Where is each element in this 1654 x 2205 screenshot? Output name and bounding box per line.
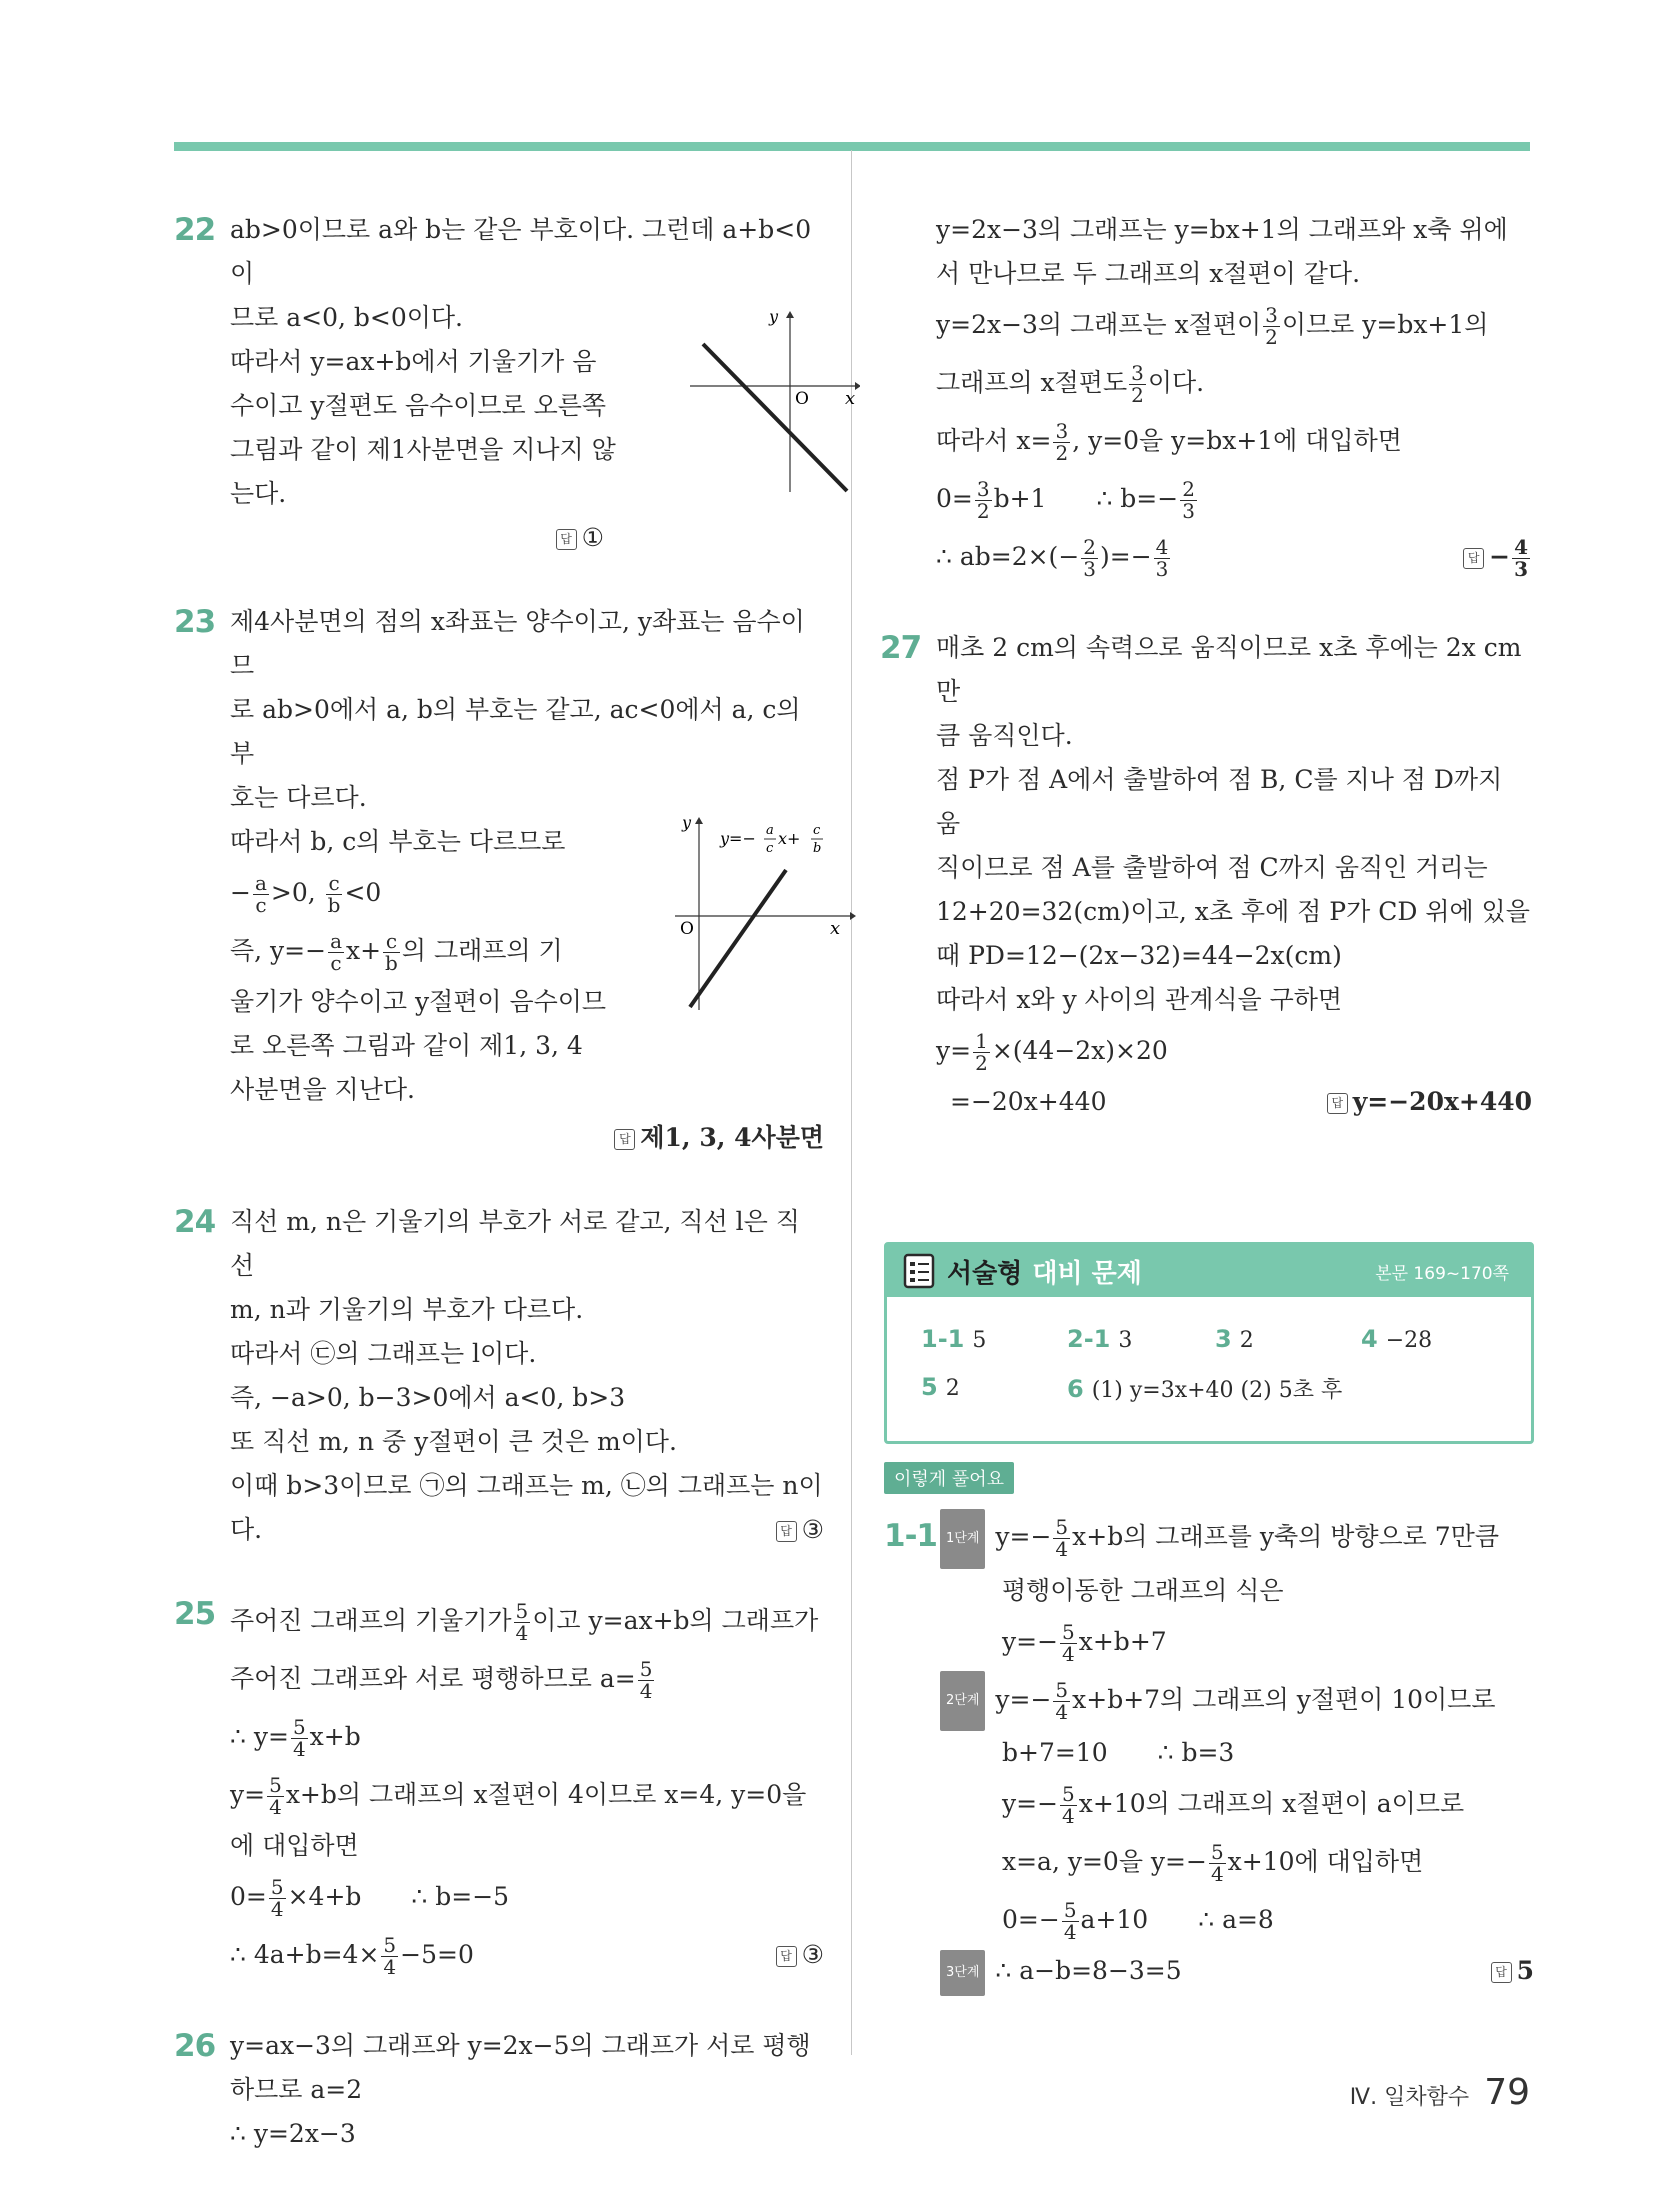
text-line: 12+20=32(cm)이고, x초 후에 점 P가 CD 위에 있을 [936, 897, 1530, 926]
math-text: <0 [344, 878, 382, 907]
problem-27 [880, 626, 1532, 1124]
text-line: 제4사분면의 점의 x좌표는 양수이고, y좌표는 음수이므 [230, 607, 805, 680]
math-text: ×(44−2x)×20 [991, 1036, 1168, 1065]
answer-mark-icon: 답 [776, 1521, 797, 1542]
line-eq-frac-den: c [766, 841, 774, 856]
math-text: 0= [230, 1882, 267, 1911]
y-axis-label: y [682, 813, 692, 832]
math-text: y=− [995, 1522, 1052, 1551]
problem-number: 25 [174, 1596, 216, 1632]
math-text: y=− [995, 1684, 1052, 1714]
step-badge: 3단계 [940, 1950, 985, 1996]
answer-line [1327, 1080, 1532, 1124]
answer-item: 4 −28 [1361, 1325, 1433, 1353]
box-subtitle: 대비 문제 [1032, 1258, 1142, 1289]
math-text: x+10의 그래프의 x절편이 a이므로 [1078, 1789, 1465, 1818]
fraction: $\frac{5}{4}$ [1210, 1840, 1224, 1886]
math-text: x+10에 대입하면 [1227, 1847, 1424, 1876]
text-line: 에 대입하면 [230, 1831, 359, 1860]
fraction: $\frac{a}{c}$ [330, 929, 342, 975]
math-text: ×4+b [287, 1882, 362, 1911]
graph-22 [685, 306, 860, 494]
line-eq-part: y=− [720, 829, 756, 848]
text-line: 따라서 b, c의 부호는 다르므로 [230, 827, 566, 856]
math-text: 이다. [1147, 368, 1205, 397]
math-line [230, 1592, 824, 1650]
solution-tag: 이렇게 풀어요 [884, 1462, 1014, 1494]
math-text: 이고 y=ax+b의 그래프가 [532, 1606, 819, 1635]
unit-label: Ⅳ. 일차함수 [1349, 2085, 1470, 2110]
fraction: $\frac{3}{2}$ [1131, 361, 1144, 407]
answer-line [776, 1926, 824, 1984]
fraction: $\frac{5}{4}$ [1062, 1782, 1075, 1828]
left-column [174, 208, 856, 2196]
problem-number: 24 [174, 1204, 216, 1240]
text-line: ab>0이므로 a와 b는 같은 부호이다. 그런데 a+b<0이 [230, 215, 812, 288]
problem-25 [174, 1592, 824, 1984]
box-answers [887, 1297, 1531, 1433]
problem-number: 23 [174, 604, 216, 640]
math-line [936, 470, 1532, 528]
text-line: 따라서 ㉢의 그래프는 l이다. [230, 1339, 537, 1368]
page-reference: 본문 169~170쪽 [1375, 1263, 1509, 1284]
line-eq-part: x+ [778, 829, 801, 848]
math-line [1002, 1613, 1534, 1671]
math-text: ∴ ab=2×(− [936, 542, 1080, 571]
x-axis-label: x [845, 388, 856, 409]
math-text: x=a, y=0을 y=− [1002, 1847, 1207, 1876]
math-text: 의 그래프의 기 [401, 936, 563, 965]
solution-1-1 [884, 1508, 1534, 1996]
fraction: $\frac{4}{3}$ [1514, 535, 1528, 581]
math-expr [230, 1926, 474, 1984]
text-line [230, 1508, 824, 1552]
origin-label: O [795, 389, 809, 409]
math-line [1002, 1833, 1534, 1891]
text-line: 평행이동한 그래프의 식은 [1002, 1575, 1284, 1605]
answer-line [230, 1116, 824, 1160]
math-text: a+10 [1080, 1905, 1149, 1934]
math-text: ∴ y= [230, 1722, 289, 1751]
math-line [230, 1650, 824, 1708]
math-text: 즉, y=− [230, 936, 327, 965]
math-line [1002, 1891, 1534, 1949]
answer-value: ③ [801, 1940, 824, 1969]
math-expr [936, 528, 1172, 586]
fraction: $\frac{5}{4}$ [270, 1875, 284, 1921]
math-text: y=− [1002, 1789, 1059, 1818]
fraction: $\frac{2}{3}$ [1182, 477, 1195, 523]
math-text: y=2x−3의 그래프는 x절편이 [936, 310, 1262, 339]
fraction: $\frac{5}{4}$ [383, 1933, 397, 1979]
answer-mark-icon: 답 [1327, 1093, 1348, 1114]
text-line: 호는 다르다. [230, 783, 367, 812]
line-eq-frac-num: a [766, 823, 774, 838]
answer-mark-icon: 답 [1463, 548, 1484, 569]
line-text: 다. [230, 1515, 263, 1544]
origin-label: O [680, 919, 694, 939]
text-line: 로 ab>0에서 a, b의 부호는 같고, ac<0에서 a, c의 부 [230, 695, 801, 768]
problem-number: 1-1 [884, 1518, 938, 1554]
problem-22 [174, 208, 856, 560]
x-axis-label: x [830, 918, 841, 939]
math-text: 따라서 x= [936, 426, 1052, 455]
text-line: 또 직선 m, n 중 y절편이 큰 것은 m이다. [230, 1427, 677, 1456]
math-line [230, 1868, 824, 1926]
math-text: )=− [1100, 542, 1152, 571]
math-text: ∴ a=8 [1198, 1905, 1274, 1934]
box-title: 서술형 [947, 1258, 1023, 1289]
answer-item: 3 2 [1215, 1325, 1254, 1353]
text-line: 점 P가 점 A에서 출발하여 점 B, C를 지나 점 D까지 움 [936, 765, 1503, 838]
problem-24 [174, 1200, 824, 1552]
text-line: 직이므로 점 A를 출발하여 점 C까지 움직인 거리는 [936, 853, 1488, 882]
problem-23 [174, 600, 841, 1160]
fraction: $\frac{5}{4}$ [1062, 1619, 1075, 1666]
answer-value: − [1489, 542, 1511, 571]
math-text: −5=0 [400, 1940, 474, 1969]
answer-mark-icon: 답 [776, 1946, 797, 1967]
worksheet-icon [903, 1253, 937, 1289]
math-text: 0= [936, 484, 973, 513]
text-line: 이때 b>3이므로 ㉠의 그래프는 m, ㉡의 그래프는 n이 [230, 1471, 823, 1500]
answer-value: ① [581, 523, 604, 552]
math-text: 그래프의 x절편도 [936, 368, 1128, 397]
fraction: $\frac{4}{3}$ [1155, 535, 1169, 581]
math-line [940, 1508, 1534, 1569]
text-line: 하므로 a=2 [230, 2075, 363, 2104]
page-number: 79 [1484, 2072, 1530, 2113]
problem-number: 27 [880, 630, 922, 666]
text-line: 매초 2 cm의 속력으로 움직이므로 x초 후에는 2x cm만 [936, 633, 1522, 706]
fraction: $\frac{1}{2}$ [975, 1029, 988, 1075]
math-text: x+b [309, 1722, 361, 1751]
answer-item: 2-1 3 [1067, 1325, 1133, 1353]
math-expr [884, 1949, 1182, 1996]
essay-prep-answer-box [884, 1242, 1534, 1444]
fraction: $\frac{a}{c}$ [254, 871, 267, 917]
math-line [936, 354, 1532, 412]
text-line: 큼 움직인다. [936, 721, 1073, 750]
text-line: ∴ y=2x−3 [230, 2119, 356, 2148]
answer-value: y=−20x+440 [1352, 1087, 1532, 1116]
answer-mark-icon: 답 [614, 1129, 635, 1150]
fraction: $\frac{c}{b}$ [327, 871, 341, 917]
answer-line [230, 516, 604, 560]
answer-mark-icon: 답 [556, 529, 577, 550]
math-text: x+b+7의 그래프의 y절편이 10이므로 [1072, 1684, 1496, 1714]
math-text: ∴ b=3 [1157, 1738, 1235, 1767]
math-text: x+b+7 [1078, 1626, 1167, 1656]
text-line: 즉, −a>0, b−3>0에서 a<0, b>3 [230, 1383, 626, 1412]
fraction: $\frac{2}{3}$ [1083, 535, 1096, 581]
math-text: ∴ b=−5 [411, 1882, 510, 1911]
y-axis-label: y [769, 307, 779, 326]
problem-26 [174, 2024, 824, 2156]
text-line: 울기가 양수이고 y절편이 음수이므 [230, 987, 607, 1016]
answer-line [1463, 528, 1532, 586]
text-line: 수이고 y절편도 음수이므로 오른쪽 [230, 391, 607, 420]
math-text: =−20x+440 [950, 1087, 1107, 1116]
answer-line [776, 1508, 824, 1552]
math-text: ∴ 4a+b=4× [230, 1940, 380, 1969]
math-line [936, 528, 1532, 586]
math-text: 0=− [1002, 1905, 1060, 1934]
text-line: 때 PD=12−(2x−32)=44−2x(cm) [936, 941, 1342, 970]
line-eq-frac-num: c [813, 823, 821, 838]
fraction: $\frac{3}{2}$ [1055, 419, 1069, 465]
answer-value: ③ [801, 1515, 824, 1544]
text-line: 그림과 같이 제1사분면을 지나지 않 [230, 435, 616, 464]
fraction: $\frac{5}{4}$ [1063, 1898, 1077, 1944]
answer-item: 5 2 [921, 1373, 960, 1401]
problem-number: 26 [174, 2028, 216, 2064]
text-line: 직선 m, n은 기울기의 부호가 서로 같고, 직선 l은 직선 [230, 1207, 800, 1280]
text-line: y=2x−3의 그래프는 y=bx+1의 그래프와 x축 위에 [936, 215, 1508, 244]
fraction: $\frac{5}{4}$ [639, 1657, 653, 1703]
math-line [936, 1022, 1532, 1080]
math-text: y=− [1002, 1626, 1059, 1656]
math-line [230, 1766, 824, 1824]
fraction: $\frac{5}{4}$ [1055, 1515, 1069, 1561]
step-badge: 2단계 [940, 1671, 985, 1731]
fraction: $\frac{c}{b}$ [385, 929, 398, 975]
text-line: 사분면을 지난다. [230, 1075, 415, 1104]
box-header [887, 1245, 1531, 1297]
math-text: y= [936, 1036, 972, 1065]
math-line [1002, 1775, 1534, 1833]
text-line: 므로 a<0, b<0이다. [230, 303, 464, 332]
math-text: 이므로 y=bx+1의 [1281, 310, 1489, 339]
math-text: x+b의 그래프를 y축의 방향으로 7만큼 [1072, 1522, 1499, 1551]
math-line [230, 1708, 824, 1766]
minus: − [230, 878, 251, 907]
math-text: 주어진 그래프와 서로 평행하므로 a= [230, 1664, 636, 1693]
math-line [940, 1671, 1534, 1732]
math-line [936, 296, 1532, 354]
math-line [884, 1949, 1534, 1996]
problem-number: 22 [174, 212, 216, 248]
line-eq-frac-den: b [813, 841, 822, 856]
graph-23 [670, 812, 860, 1012]
text-line: 서 만나므로 두 그래프의 x절편이 같다. [936, 259, 1361, 288]
math-text: ∴ a−b=8−3=5 [995, 1956, 1182, 1985]
answer-value: 제1, 3, 4사분면 [640, 1123, 824, 1152]
problem-26-continued [880, 208, 1532, 586]
fraction: $\frac{5}{4}$ [292, 1715, 306, 1761]
math-text: b+1 [993, 484, 1047, 513]
answer-mark-icon: 답 [1491, 1962, 1512, 1983]
answer-item: 6 (1) y=3x+40 (2) 5초 후 [1067, 1375, 1343, 1403]
fraction: $\frac{5}{4}$ [1055, 1677, 1069, 1724]
math-text: x+ [346, 936, 382, 965]
top-accent-bar [174, 142, 1530, 151]
math-line [936, 1080, 1532, 1124]
text-line: m, n과 기울기의 부호가 다르다. [230, 1295, 584, 1324]
answer-item: 1-1 5 [921, 1325, 987, 1353]
math-text: b+7=10 [1002, 1738, 1108, 1767]
answer-line [1491, 1949, 1534, 1996]
fraction: $\frac{5}{4}$ [515, 1599, 529, 1645]
text-line: 로 오른쪽 그림과 같이 제1, 3, 4 [230, 1031, 583, 1060]
text-line: 따라서 x와 y 사이의 관계식을 구하면 [936, 985, 1343, 1014]
text-line: y=ax−3의 그래프와 y=2x−5의 그래프가 서로 평행 [230, 2031, 811, 2060]
fraction: $\frac{3}{2}$ [1265, 303, 1278, 349]
right-column [880, 208, 1532, 1164]
answer-value: 5 [1516, 1956, 1534, 1985]
math-text: 주어진 그래프의 기울기가 [230, 1606, 512, 1635]
math-line [936, 412, 1532, 470]
math-text: y= [230, 1780, 266, 1809]
text-line: 따라서 y=ax+b에서 기울기가 음 [230, 347, 597, 376]
fraction: $\frac{5}{4}$ [269, 1773, 282, 1819]
math-line [230, 1926, 824, 1984]
math-text: , y=0을 y=bx+1에 대입하면 [1072, 426, 1402, 455]
page-footer [1350, 2072, 1530, 2113]
math-text: ∴ b=− [1096, 484, 1179, 513]
text-line: 는다. [230, 479, 287, 508]
step-badge: 1단계 [940, 1509, 985, 1569]
math-text: >0, [270, 878, 316, 907]
math-text: x+b의 그래프의 x절편이 4이므로 x=4, y=0을 [285, 1780, 807, 1809]
fraction: $\frac{3}{2}$ [976, 477, 990, 523]
math-line [1002, 1731, 1534, 1775]
